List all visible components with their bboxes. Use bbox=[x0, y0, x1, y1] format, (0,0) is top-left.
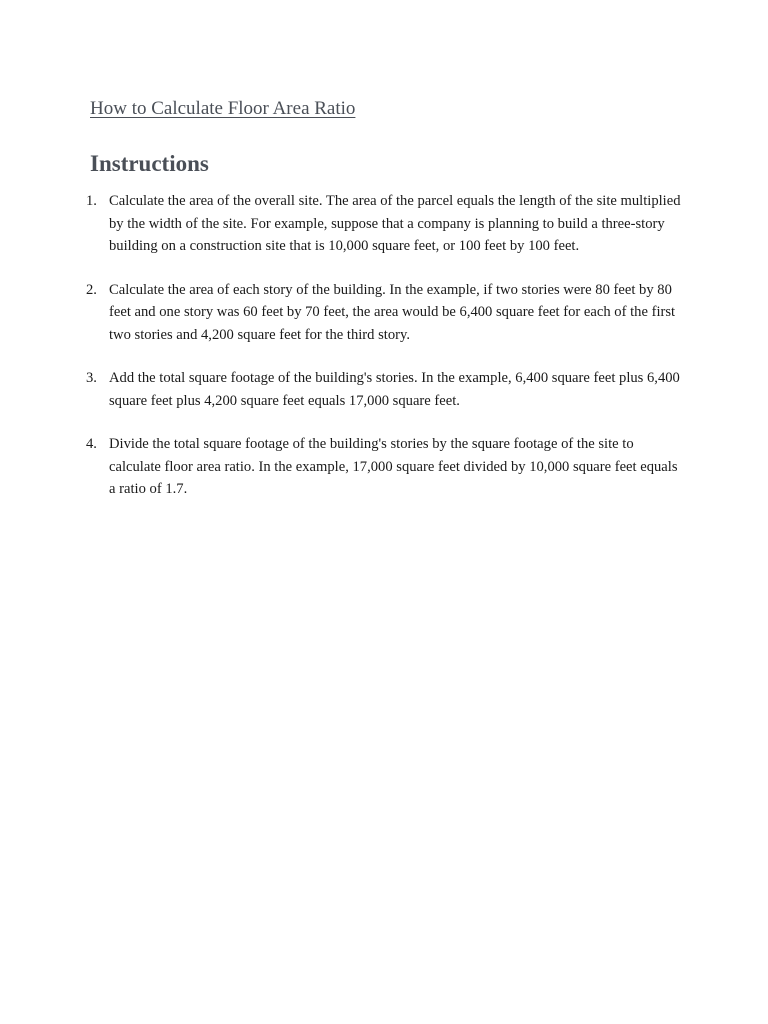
step-number: 4. bbox=[86, 436, 97, 452]
step-number: 2. bbox=[86, 281, 97, 298]
instruction-list bbox=[83, 190, 683, 522]
instructions-heading: Instructions bbox=[90, 151, 209, 176]
step-text: Divide the total square footage of the building's stories by the square footage of the site to calculate floor area ratio. In the example, 17,000 square feet divided by 10,000 square feet equals a ratio of 1.7. bbox=[109, 436, 678, 497]
list-item bbox=[83, 279, 683, 347]
step-text: Add the total square footage of the building's stories. In the example, 6,400 square feet plus 6,400 square feet plus 4,200 square feet equals 17,000 square feet. bbox=[109, 370, 680, 409]
step-text: Calculate the area of the overall site. The area of the parcel equals the length of the site multiplied by the width of the site. For example, suppose that a company is planning to build a three-story building on a construction site that is 10,000 square feet, or 100 feet by 100 feet. bbox=[109, 193, 681, 254]
list-item bbox=[83, 433, 683, 501]
title-link[interactable]: How to Calculate Floor Area Ratio bbox=[90, 98, 356, 119]
list-item bbox=[83, 367, 683, 412]
step-text: Calculate the area of each story of the building. In the example, if two stories were 80 feet by 80 feet and one story was 60 feet by 70 feet, the area would be 6,400 square feet for each of the first two stories and 4,200 square feet for the third story. bbox=[109, 281, 676, 343]
step-number: 3. bbox=[86, 370, 97, 386]
list-item bbox=[83, 190, 683, 258]
step-number: 1. bbox=[86, 193, 97, 209]
